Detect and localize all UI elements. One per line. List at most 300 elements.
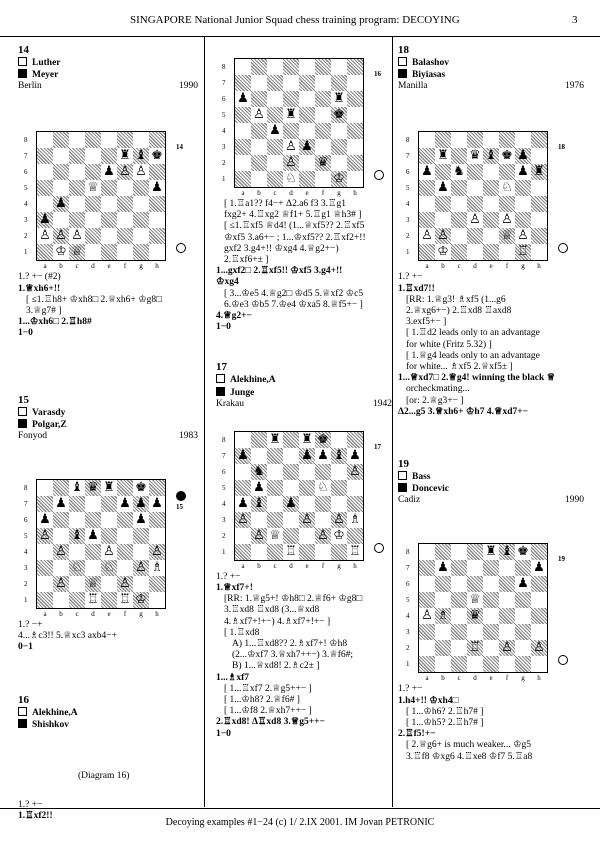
board-square [133, 228, 149, 244]
board-square [267, 155, 283, 171]
black-pawn-icon: ♟ [133, 496, 149, 512]
file-label: c [273, 189, 277, 197]
board-square [483, 132, 499, 148]
board-square [85, 496, 101, 512]
board-square [251, 155, 267, 171]
file-label: c [75, 609, 79, 618]
black-pawn-icon: ♟ [533, 560, 545, 576]
board-square [235, 123, 251, 139]
board-square [69, 132, 85, 148]
white-pawn-icon: ♙ [517, 228, 529, 244]
black-pawn-icon: ♟ [235, 448, 251, 464]
board-square [331, 123, 347, 139]
board-square [299, 544, 315, 560]
black-rook-icon: ♜ [103, 479, 115, 495]
board-square [451, 180, 467, 196]
white-bishop-icon: ♗ [435, 608, 451, 624]
solution-line: orcheckmating... [406, 384, 470, 395]
board-square [37, 244, 53, 260]
black-pawn-icon: ♟ [119, 495, 131, 511]
board-square [347, 155, 363, 171]
board-square [499, 196, 515, 212]
board-square [435, 640, 451, 656]
file-label: e [107, 609, 111, 618]
file-label: b [257, 561, 261, 570]
white-pawn-icon: ♙ [235, 512, 251, 528]
board-square [37, 480, 53, 496]
board-square [531, 180, 547, 196]
board-square [283, 123, 299, 139]
board-square [85, 132, 101, 148]
board-square [37, 496, 53, 512]
board-square [419, 148, 435, 164]
board-square [133, 244, 149, 260]
board-square [419, 244, 435, 260]
white-pawn-icon: ♙ [117, 164, 133, 180]
file-label: c [273, 561, 277, 570]
board-square [235, 139, 251, 155]
chess-diagram [216, 431, 392, 570]
file-label: a [425, 674, 429, 683]
black-pawn-icon: ♟ [53, 196, 69, 212]
solution-line: fxg2+ 4.♖xg2 ♕f1+ 5.♖g1 ♕h3# ] [224, 210, 362, 221]
black-knight-icon: ♞ [453, 164, 465, 180]
board-square [53, 480, 69, 496]
board-square [37, 576, 53, 592]
white-to-move-icon [374, 170, 384, 180]
board-square [299, 107, 315, 123]
file-label: f [505, 262, 509, 271]
rank-labels [406, 132, 410, 260]
board-square [85, 512, 101, 528]
solution-line: [ 2.♕g6+ is much weaker... ♔g5 [406, 740, 532, 751]
board-square [331, 59, 347, 75]
board-square [267, 75, 283, 91]
solution-line: 1...♔xh6□ 2.♖h8# [18, 317, 92, 328]
board-square [531, 132, 547, 148]
board-square [149, 164, 165, 180]
chess-board [418, 543, 548, 673]
board-square [149, 528, 165, 544]
board-square [251, 432, 267, 448]
rank-label: 7 [406, 564, 410, 573]
board-square [483, 180, 499, 196]
rank-label: 7 [406, 152, 410, 161]
board-square [69, 576, 85, 592]
board-square [283, 464, 299, 480]
board-square [483, 608, 499, 624]
white-pawn-icon: ♙ [283, 155, 299, 171]
board-square [267, 464, 283, 480]
black-pawn-icon: ♟ [55, 495, 67, 511]
black-pawn-icon: ♟ [103, 164, 115, 180]
board-square [69, 544, 85, 560]
black-king-icon: ♚ [315, 432, 331, 448]
board-square [331, 75, 347, 91]
white-bishop-icon: ♗ [151, 559, 163, 575]
white-knight-icon: ♘ [69, 560, 85, 576]
page-header [0, 6, 600, 26]
rank-label: 1 [222, 547, 226, 556]
board-square [37, 196, 53, 212]
file-label: b [441, 262, 445, 271]
solution-line: ♔xg4 [216, 277, 239, 288]
rank-label: 2 [406, 644, 410, 653]
board-square [149, 244, 165, 260]
board-square [531, 148, 547, 164]
white-pawn-icon: ♙ [39, 228, 51, 244]
file-label: c [457, 674, 461, 683]
file-label: a [241, 189, 245, 197]
black-player: Meyer [32, 70, 59, 81]
board-square [69, 180, 85, 196]
board-square [451, 640, 467, 656]
problem-number: 18 [398, 44, 409, 56]
solution-line: [ ≤1.♖h8+ ♔xh8□ 2.♕xh6+ ♔g8□ [26, 294, 162, 305]
board-square [467, 132, 483, 148]
board-square [283, 91, 299, 107]
board-square [37, 164, 53, 180]
problem-16-diagram [216, 58, 392, 333]
white-rook-icon: ♖ [467, 640, 483, 656]
board-square [451, 148, 467, 164]
column-1 [18, 44, 198, 822]
rank-label: 7 [24, 499, 28, 508]
solution-line: [ 1.♖xd8 [224, 627, 260, 638]
board-square [451, 624, 467, 640]
board-square [315, 75, 331, 91]
black-bishop-icon: ♝ [133, 148, 149, 164]
rank-label: 1 [222, 175, 226, 183]
solution-line: 4.♕g2+− [216, 311, 252, 322]
solution [216, 199, 392, 333]
white-rook-icon: ♖ [119, 591, 131, 607]
board-square [315, 512, 331, 528]
problem-number: 15 [18, 393, 29, 406]
rank-label: 8 [406, 548, 410, 557]
solution-line: [or: 2.♕g3+− ] [406, 395, 464, 406]
solution-line: ♔xf5 3.a6+− ; 1...♔xf5?? 2.♖xf2+!! [224, 232, 366, 243]
board-square [251, 448, 267, 464]
board-square [499, 132, 515, 148]
rank-label: 6 [222, 95, 226, 103]
white-pawn-icon: ♙ [103, 543, 115, 559]
board-square [451, 560, 467, 576]
solution-line: [ 1.♕g4 leads only to an advantage [406, 350, 540, 361]
solution-line: A) 1...♖xd8?? 2.♗xf7+! ♔h8 [232, 639, 348, 650]
white-player: Bass [412, 471, 431, 482]
solution [398, 272, 584, 418]
board-square [347, 432, 363, 448]
chess-diagram [18, 479, 198, 618]
board-square [299, 75, 315, 91]
board-square [117, 196, 133, 212]
board-square [267, 544, 283, 560]
problem-number: 14 [18, 44, 29, 56]
board-square [515, 656, 531, 672]
file-label: a [241, 561, 245, 570]
white-pawn-icon: ♙ [531, 640, 547, 656]
white-player-icon [216, 374, 225, 383]
solution-line: 1.? +− (#2) [18, 272, 61, 283]
solution [18, 272, 198, 339]
board-square [101, 576, 117, 592]
white-king-icon: ♔ [133, 592, 149, 608]
board-square [315, 91, 331, 107]
white-queen-icon: ♕ [469, 592, 481, 608]
rank-label: 2 [24, 579, 28, 588]
black-rook-icon: ♜ [437, 148, 449, 164]
board-square [299, 123, 315, 139]
file-label: g [337, 561, 341, 570]
board-square [467, 180, 483, 196]
board-square [515, 560, 531, 576]
board-square [483, 576, 499, 592]
rank-label: 1 [406, 248, 410, 257]
solution-line: [RR: 1.♕g5+! ♔h8□ 2.♕f6+ ♔g8□ [224, 594, 363, 605]
chess-board [234, 431, 364, 561]
board-square [101, 592, 117, 608]
file-label: b [59, 609, 63, 618]
white-player: Alekhine,A [32, 707, 78, 718]
board-square [283, 432, 299, 448]
white-pawn-icon: ♙ [53, 228, 69, 244]
white-king-icon: ♔ [55, 244, 67, 260]
board-square [419, 640, 435, 656]
file-label: g [521, 262, 525, 271]
board-square [117, 528, 133, 544]
file-label: c [75, 262, 79, 271]
white-pawn-icon: ♙ [53, 576, 69, 592]
black-player: Shishkov [32, 719, 69, 730]
board-square [347, 496, 363, 512]
black-pawn-icon: ♟ [135, 511, 147, 527]
rank-label: 5 [222, 483, 226, 492]
white-pawn-icon: ♙ [347, 464, 363, 480]
rank-label: 8 [222, 63, 226, 71]
solution-line: [ 1...♔h8? 2.♕f6# ] [224, 695, 300, 706]
black-king-icon: ♚ [501, 148, 513, 164]
board-square [283, 512, 299, 528]
solution-line: [ 1...♔h5? 2.♖h7# ] [406, 718, 484, 728]
board-square [467, 624, 483, 640]
black-pawn-icon: ♟ [151, 180, 163, 196]
board-square [331, 496, 347, 512]
file-labels [419, 262, 547, 270]
file-label: h [155, 262, 159, 271]
white-pawn-icon: ♙ [299, 512, 315, 528]
board-square [85, 196, 101, 212]
rank-label: 6 [406, 168, 410, 177]
board-square [299, 91, 315, 107]
board-square [315, 171, 331, 187]
rank-label: 3 [24, 216, 28, 225]
solution-line: 1.? +− [18, 800, 43, 811]
board-square [299, 528, 315, 544]
file-label: g [521, 674, 525, 683]
solution-line: 3.♖xd8 ♖xd8 (3...♕xd8 [224, 605, 320, 616]
problem-19 [398, 458, 584, 763]
board-square [53, 180, 69, 196]
rank-label: 6 [24, 168, 28, 177]
black-king-icon: ♚ [151, 148, 163, 164]
white-player-icon [18, 707, 27, 716]
white-player-icon [398, 57, 407, 66]
white-player-icon [18, 57, 27, 66]
rank-label: 8 [222, 435, 226, 444]
black-rook-icon: ♜ [531, 164, 547, 180]
rank-label: 8 [24, 136, 28, 145]
solution-line: [ 1...♔h6? 2.♖h7# ] [406, 706, 484, 717]
board-square [117, 512, 133, 528]
board-square [251, 75, 267, 91]
white-bishop-icon: ♗ [349, 511, 361, 527]
board-square [435, 576, 451, 592]
file-label: h [537, 674, 541, 683]
white-rook-icon: ♖ [285, 543, 297, 559]
board-square [451, 132, 467, 148]
white-player: Balashov [412, 57, 449, 68]
page-title: SINGAPORE National Junior Squad chess training program: DECOYING [130, 14, 460, 26]
board-square [315, 139, 331, 155]
board-square [331, 544, 347, 560]
rank-label: 3 [222, 515, 226, 524]
black-player-icon [18, 719, 27, 728]
board-square [133, 212, 149, 228]
board-square [235, 75, 251, 91]
solution [398, 684, 584, 762]
white-pawn-icon: ♙ [421, 608, 433, 624]
white-king-icon: ♔ [331, 171, 347, 187]
board-square [467, 560, 483, 576]
diagram-number: 16 [374, 70, 381, 78]
rank-label: 6 [222, 467, 226, 476]
board-square [531, 656, 547, 672]
file-label: h [353, 561, 357, 570]
board-square [531, 592, 547, 608]
solution-line: 1.? −+ [18, 619, 43, 630]
white-queen-icon: ♕ [499, 228, 515, 244]
rank-label: 5 [24, 531, 28, 540]
white-to-move-icon [176, 243, 186, 253]
rank-label: 4 [406, 200, 410, 209]
white-pawn-icon: ♙ [117, 576, 133, 592]
chess-diagram [398, 543, 584, 683]
board-square [299, 155, 315, 171]
board-square [267, 59, 283, 75]
board-square [133, 132, 149, 148]
diagram-number: 14 [176, 143, 183, 152]
black-king-icon: ♚ [135, 479, 147, 495]
board-square [483, 196, 499, 212]
diagram-caption: (Diagram 16) [78, 770, 130, 781]
board-square [101, 528, 117, 544]
problem-17 [216, 361, 392, 739]
black-player-icon [216, 387, 225, 396]
board-square [531, 608, 547, 624]
board-square [251, 544, 267, 560]
rank-label: 3 [24, 563, 28, 572]
board-square [451, 244, 467, 260]
game-year: 1990 [179, 81, 198, 92]
solution-line: [ 1...♔f8 2.♕xh7++− ] [224, 706, 312, 717]
board-square [117, 132, 133, 148]
board-square [347, 75, 363, 91]
board-square [69, 496, 85, 512]
black-player: Polgar,Z [32, 419, 67, 430]
problem-number: 19 [398, 458, 409, 471]
black-pawn-icon: ♟ [299, 448, 315, 464]
file-label: a [43, 609, 47, 618]
black-rook-icon: ♜ [269, 431, 281, 447]
board-square [435, 164, 451, 180]
rank-labels [222, 432, 226, 560]
board-square [467, 544, 483, 560]
board-square [235, 59, 251, 75]
problem-number: 16 [18, 693, 29, 706]
board-square [315, 496, 331, 512]
board-square [435, 592, 451, 608]
white-pawn-icon: ♙ [315, 528, 331, 544]
rank-label: 3 [406, 628, 410, 637]
board-square [117, 244, 133, 260]
rank-label: 8 [24, 483, 28, 492]
white-pawn-icon: ♙ [331, 512, 347, 528]
chess-board [234, 58, 364, 188]
board-square [451, 656, 467, 672]
solution-line: for white... ♗xf5 2.♕xf5± ] [406, 362, 513, 372]
white-rook-icon: ♖ [87, 591, 99, 607]
board-square [235, 464, 251, 480]
board-square [283, 448, 299, 464]
board-square [251, 171, 267, 187]
problem-18 [398, 44, 584, 418]
board-square [315, 464, 331, 480]
board-square [69, 592, 85, 608]
file-label: f [505, 674, 509, 683]
board-square [101, 212, 117, 228]
solution-line: Δ2...g5 3.♕xh6+ ♔h7 4.♕xd7+− [398, 406, 529, 417]
board-square [347, 528, 363, 544]
board-square [499, 560, 515, 576]
white-pawn-icon: ♙ [499, 640, 515, 656]
board-square [451, 576, 467, 592]
white-knight-icon: ♘ [317, 479, 329, 495]
rank-label: 7 [24, 152, 28, 161]
white-queen-icon: ♕ [87, 180, 99, 196]
board-square [531, 244, 547, 260]
board-square [467, 196, 483, 212]
white-pawn-icon: ♙ [251, 528, 267, 544]
board-square [419, 180, 435, 196]
board-square [267, 512, 283, 528]
white-queen-icon: ♕ [69, 244, 85, 260]
board-square [267, 139, 283, 155]
solution-line: 1.♖xd7!! [398, 283, 435, 294]
rank-labels [24, 132, 28, 260]
board-square [299, 496, 315, 512]
board-square [451, 608, 467, 624]
board-square [85, 244, 101, 260]
board-square [451, 228, 467, 244]
game-place: Cadiz [398, 495, 421, 506]
diagram-number: 15 [176, 502, 183, 511]
rank-label: 4 [24, 547, 28, 556]
solution-line: 1.? +− [398, 272, 423, 283]
board-square [69, 196, 85, 212]
rank-label: 8 [406, 136, 410, 145]
white-pawn-icon: ♙ [133, 560, 149, 576]
